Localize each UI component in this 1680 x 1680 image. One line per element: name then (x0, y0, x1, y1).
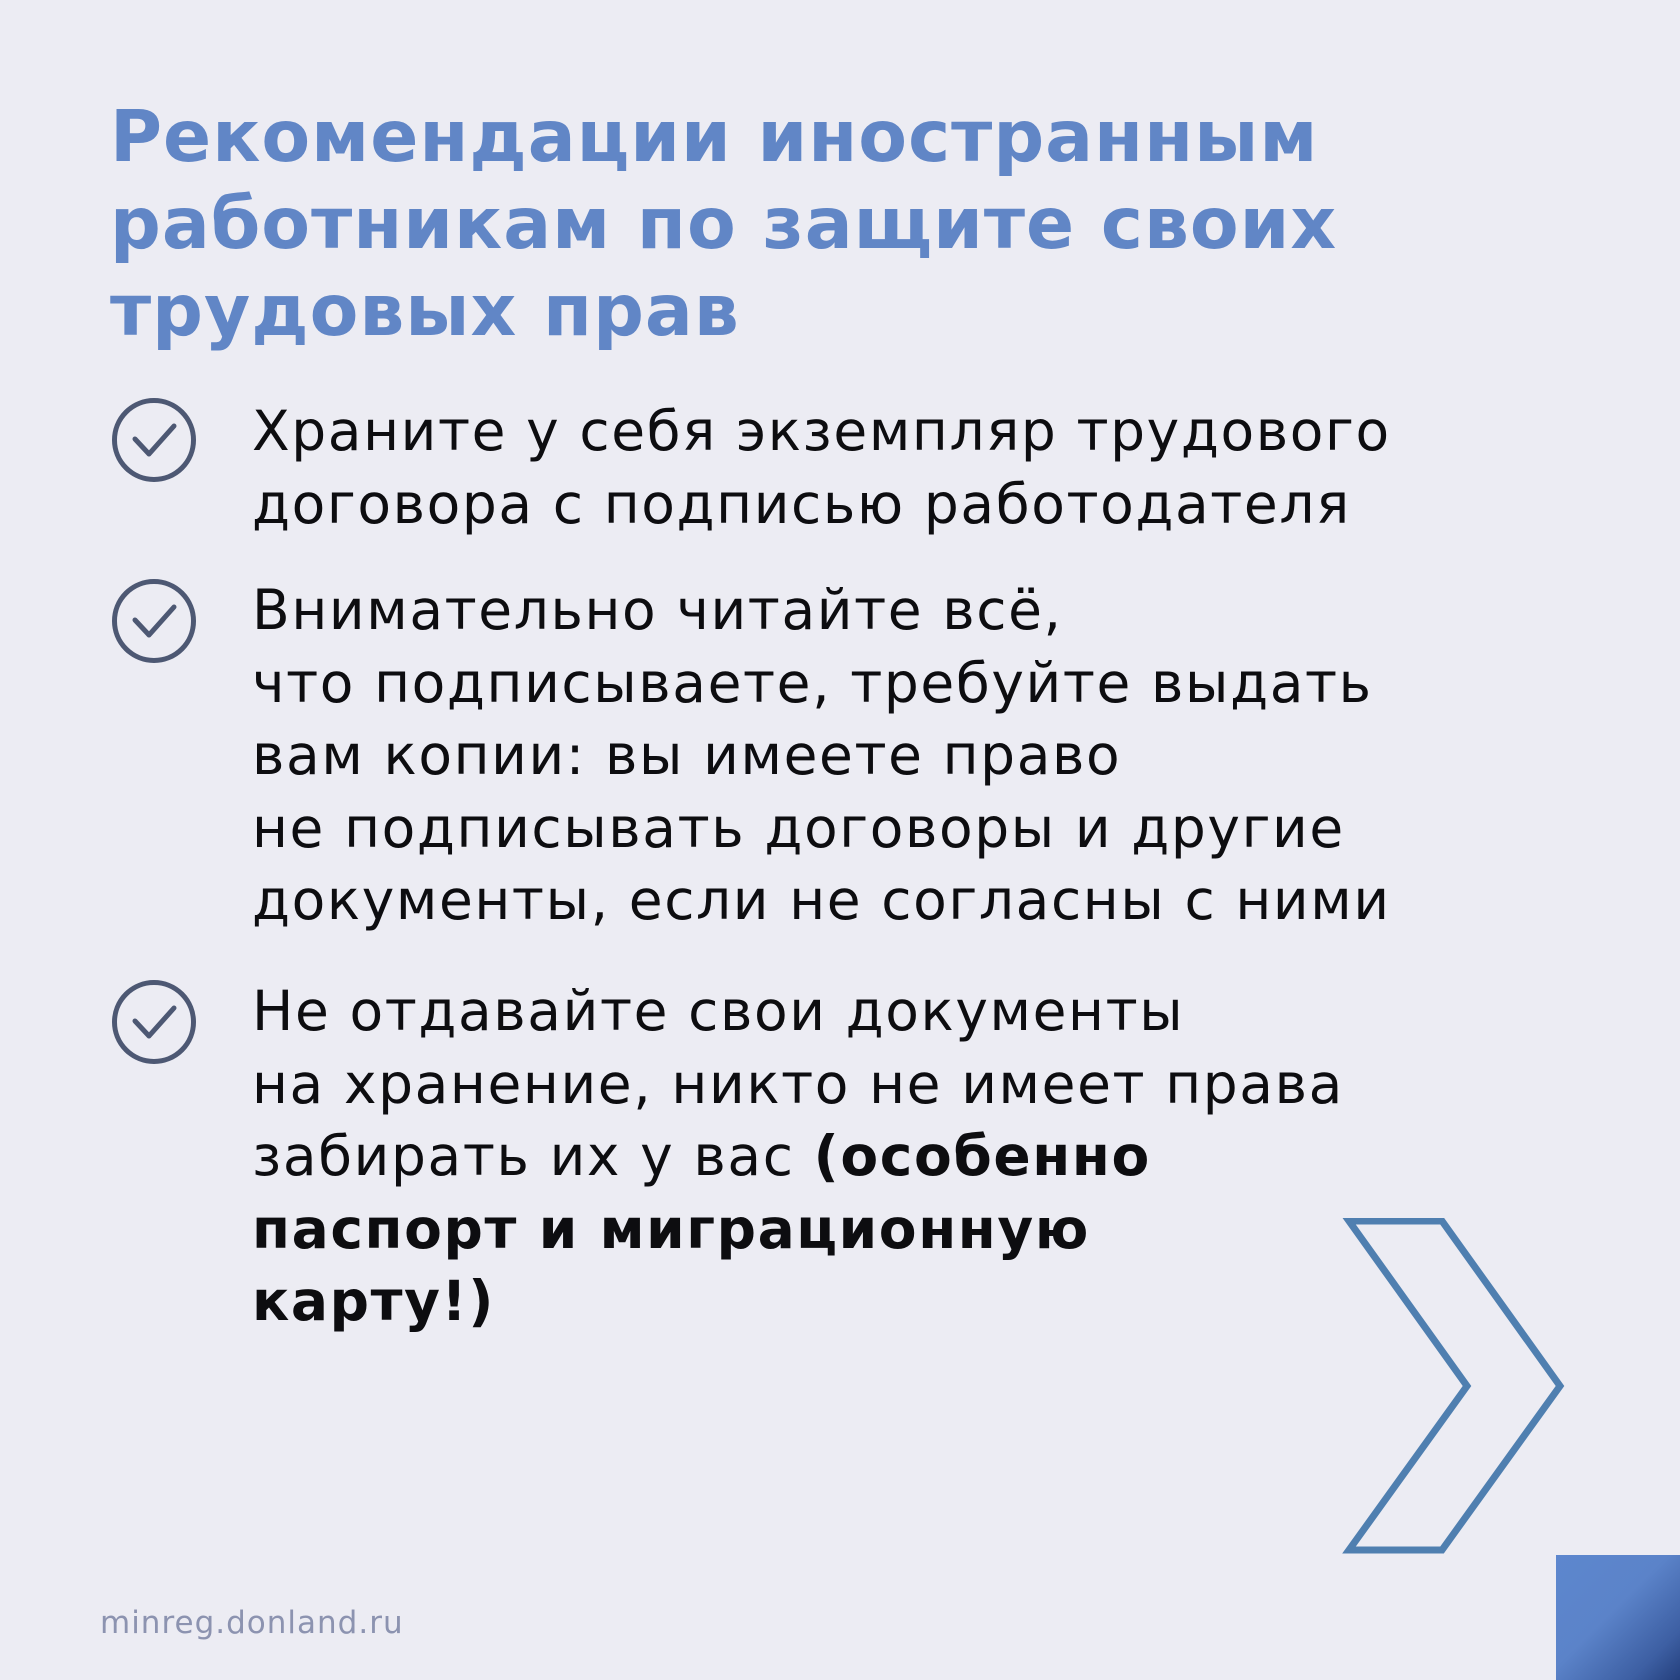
bold-text: карту!) (252, 1269, 495, 1333)
text-line: что подписываете, требуйте выдать (252, 650, 1373, 715)
recommendation-text (252, 975, 1452, 1338)
footer-website: minreg.donland.ru (100, 1605, 404, 1641)
text-line: не подписывать договоры и другие (252, 795, 1345, 860)
text-line: Внимательно читайте всё, (252, 578, 1063, 642)
text-fragment: забирать их у вас (252, 1124, 814, 1188)
title-line: Рекомендации иностранным (110, 95, 1319, 178)
check-circle-icon (110, 978, 198, 1066)
text-line: договора с подписью работодателя (252, 471, 1351, 536)
recommendation-text (252, 574, 1452, 937)
text-line: на хранение, никто не имеет права (252, 1051, 1344, 1116)
corner-accent (1556, 1555, 1680, 1680)
text-line (252, 1120, 1452, 1193)
check-circle-icon (110, 396, 198, 484)
text-line: Храните у себя экземпляр трудового (252, 399, 1391, 463)
bold-text: (особенно (813, 1124, 1151, 1188)
title-line: трудовых прав (110, 269, 740, 352)
text-line: документы, если не согласны с ними (252, 868, 1391, 932)
check-circle-icon (110, 577, 198, 665)
title-line: работникам по защите своих (110, 182, 1338, 265)
page-title (110, 93, 1460, 354)
text-line (252, 1193, 1452, 1266)
text-line: вам копии: вы имеете право (252, 723, 1122, 787)
text-line (252, 1265, 1452, 1338)
chevron-right-icon[interactable] (1342, 1218, 1572, 1554)
bold-text: паспорт и миграционную (252, 1196, 1090, 1261)
recommendation-text (252, 395, 1452, 540)
text-line: Не отдавайте свои документы (252, 979, 1185, 1043)
